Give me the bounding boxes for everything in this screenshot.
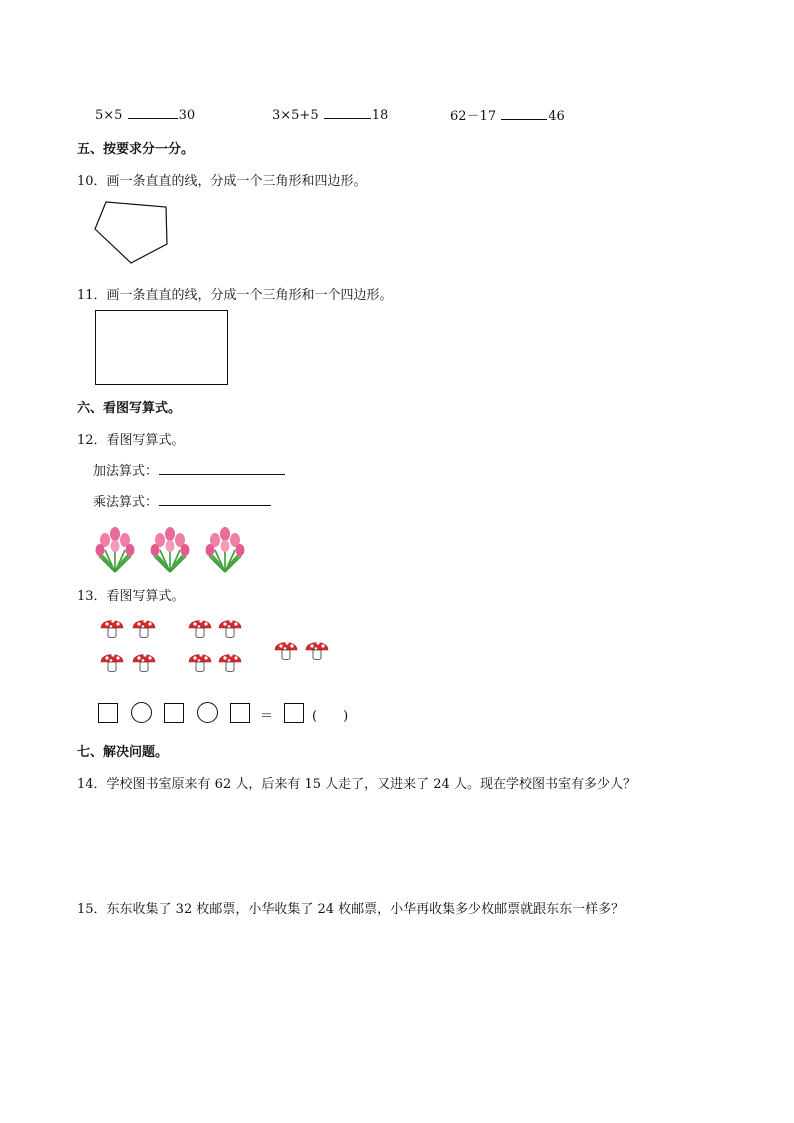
comparison-1 <box>95 105 195 123</box>
mushroom <box>101 653 123 671</box>
comparison-3 <box>450 105 565 124</box>
multiplication-equation-line <box>93 491 272 510</box>
multiplication-label: 乘法算式： <box>93 495 159 510</box>
mushroom <box>275 641 297 659</box>
mushroom <box>306 641 328 659</box>
tulip-bouquet <box>206 527 245 572</box>
equation-box[interactable] <box>164 703 184 723</box>
tulip-bouquets <box>94 518 254 574</box>
addition-label: 加法算式： <box>93 464 159 479</box>
answer-blank[interactable] <box>324 105 371 119</box>
section-seven-title: 七、解决问题。 <box>77 745 169 760</box>
question-13-text: 13．看图写算式。 <box>77 589 185 604</box>
mushroom <box>189 653 211 671</box>
question-12-text: 12．看图写算式。 <box>77 433 185 448</box>
rectangle-figure <box>95 310 228 385</box>
comparison-2 <box>272 105 388 123</box>
question-14-text: 14．学校图书室原来有 62 人，后来有 15 人走了，又进来了 24 人。现在学校图书室有多少人？ <box>77 777 636 792</box>
equation-box[interactable] <box>98 703 118 723</box>
unit-parentheses[interactable]: ( ) <box>312 709 349 724</box>
section-six-title: 六、看图写算式。 <box>77 401 182 416</box>
comparison-right: 18 <box>371 108 389 123</box>
operator-circle[interactable] <box>131 702 152 723</box>
comparison-right: 30 <box>178 108 196 123</box>
tulip-bouquet <box>96 527 135 572</box>
comparison-right: 46 <box>548 109 565 124</box>
mushroom <box>219 619 241 637</box>
mushroom <box>189 619 211 637</box>
question-15-text: 15．东东收集了 32 枚邮票，小华收集了 24 枚邮票，小华再收集多少枚邮票就跟东东一样多？ <box>77 902 625 917</box>
section-five-title: 五、按要求分一分。 <box>77 142 195 157</box>
mushroom-groups <box>96 612 341 682</box>
tulip-bouquet <box>151 527 190 572</box>
comparison-left: 5×5 <box>95 108 123 123</box>
equation-box[interactable] <box>230 703 250 723</box>
multiplication-answer-blank[interactable] <box>159 492 271 506</box>
equals-sign: ＝ <box>260 709 274 724</box>
comparison-left: 62－17 <box>450 109 497 124</box>
addition-answer-blank[interactable] <box>159 461 285 475</box>
comparison-left: 3×5+5 <box>272 108 319 123</box>
question-10-text: 10．画一条直直的线，分成一个三角形和四边形。 <box>77 174 367 189</box>
result-box[interactable] <box>284 703 304 723</box>
answer-blank[interactable] <box>128 105 178 119</box>
operator-circle[interactable] <box>197 702 218 723</box>
addition-equation-line <box>93 460 286 479</box>
mushroom <box>219 653 241 671</box>
mushroom <box>133 653 155 671</box>
mushroom <box>101 619 123 637</box>
pentagon-figure <box>90 198 172 268</box>
question-11-text: 11．画一条直直的线，分成一个三角形和一个四边形。 <box>77 288 393 303</box>
answer-blank[interactable] <box>501 106 547 120</box>
mushroom <box>133 619 155 637</box>
